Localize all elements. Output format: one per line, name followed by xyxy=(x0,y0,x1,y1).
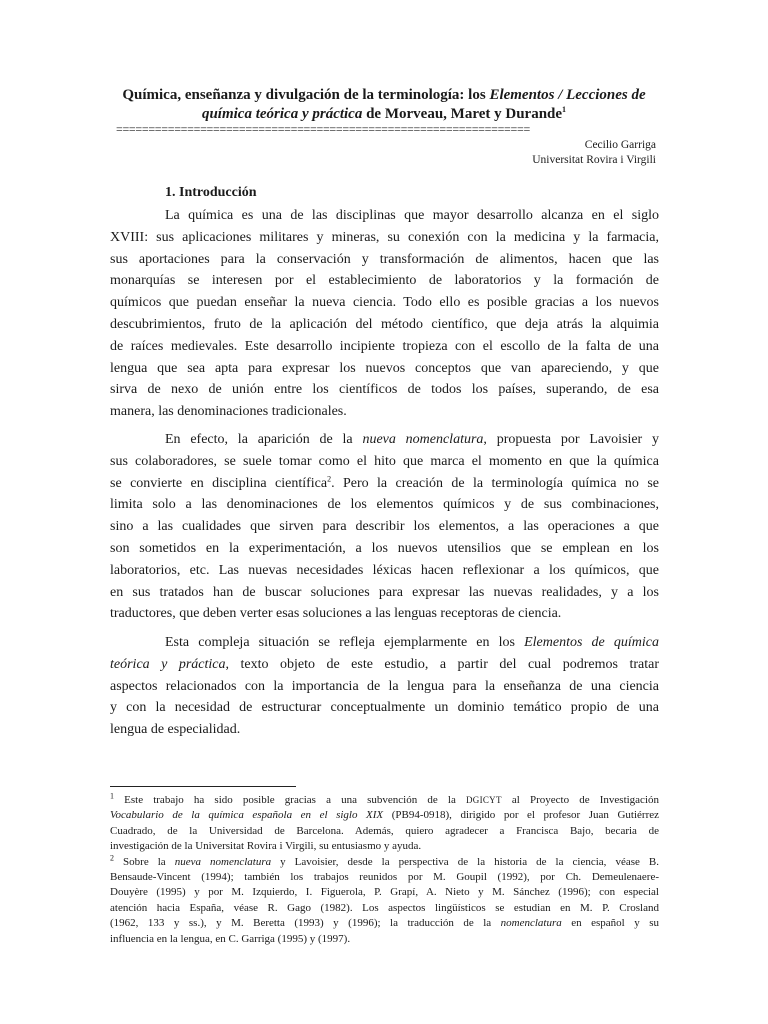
text-line: sirva de nexo de unión entre los científicos de todos los países, superando, de esa xyxy=(110,382,659,398)
footnote-ref[interactable]: 1 xyxy=(562,105,567,114)
text-line: manera, las denominaciones tradicionales. xyxy=(110,404,347,420)
text-line: químicos que puedan enseñar la nueva ciencia. Todo ello es posible gracias a los nuevos xyxy=(110,295,659,311)
author-block xyxy=(440,138,656,168)
footnote-line: Bensaude-Vincent (1994); también los trabajos reunidos por M. Goupil (1992), por Ch. Demeulenaere- xyxy=(110,870,659,883)
text-line: aspectos relacionados con la importancia de la lengua para la enseñanza de una ciencia xyxy=(110,678,659,694)
text-line: se convierte en disciplina científica$^2$. Pero la creación de la terminología química no se xyxy=(110,473,659,491)
title-rule: ================================================================ xyxy=(116,124,530,134)
footnote-number: 1 xyxy=(110,791,114,801)
text-line: sus colaboradores, se suele tomar como el hito que marca el momento en que la química xyxy=(110,453,659,469)
paragraph-2 xyxy=(110,429,659,625)
text-line: lengua que sea apta para expresar los nuevos conceptos que van apareciendo, y que xyxy=(110,360,659,376)
text-line: en sus tratados han de buscar soluciones para expresar las nuevas realidades, y a los xyxy=(110,584,659,600)
footnote-line: influencia en la lengua, en C. Garriga (1995) y (1997). xyxy=(110,932,351,945)
author-affiliation: Universitat Rovira i Virgili xyxy=(532,154,656,166)
text-line: traductores, que deben verter esas soluciones a las lenguas receptoras de ciencia. xyxy=(110,606,562,622)
text-line: de raíces medievales. Este desarrollo incipiente tropieza con el escollo de la falta de una xyxy=(110,338,659,354)
footnote-line: Cuadrado, de la Universidad de Barcelona. Además, quiero agradecer a Francisca Bajo, becaria de xyxy=(110,824,659,837)
text-line: laboratorios, etc. Las nuevas necesidades léxicas hacen reflexionar a los químicos, que xyxy=(110,562,659,578)
footnote-separator xyxy=(110,786,296,787)
footnote-line: atención hacia España, véase R. Gago (1982). Los aspectos lingüísticos se estudian en M. P. Crosland xyxy=(110,901,659,914)
text-line: descubrimientos, fruto de la aplicación del método científico, que deja atrás la alquimia xyxy=(110,316,659,332)
footnote-line: investigación de la Universitat Rovira i Virgili, su entusiasmo y ayuda. xyxy=(110,840,422,853)
footnote-ref[interactable]: 2 xyxy=(327,473,332,483)
page-title: Química, enseñanza y divulgación de la terminología: los Elementos / Lecciones de química teórica y práctica de Morveau, Maret y Durande$^1$ xyxy=(122,87,646,122)
text-line: teórica y práctica, texto objeto de este estudio, a partir del cual podremos tratar xyxy=(110,656,660,672)
footnote-line: Vocabulario de la química española en el siglo XIX (PB94-0918), dirigido por el profesor Juan Gutiérrez xyxy=(110,809,659,822)
text-line: monarquías se interesen por el establecimiento de laboratorios y la formación de xyxy=(110,273,659,289)
text-line: limita solo a las denominaciones de los elementos químicos y de sus combinaciones, xyxy=(110,497,659,513)
footnotes xyxy=(110,793,659,947)
text-line: y con la necesidad de estructurar conceptualmente un dominio temático propio de una xyxy=(110,700,659,716)
text-line: La química es una de las disciplinas que mayor desarrollo alcanza en el siglo xyxy=(165,208,659,223)
text-line: sus aportaciones para la conservación y transformación de alimentos, hacen que las xyxy=(110,251,659,267)
text-line: Esta compleja situación se refleja ejemplarmente en los Elementos de química xyxy=(165,635,659,650)
title-italic: Elementos / Lecciones de xyxy=(489,87,646,103)
paragraph-3 xyxy=(110,632,659,741)
section-heading: 1. Introducción xyxy=(165,185,257,200)
footnote-1: $^1$ Este trabajo ha sido posible gracias a una subvención de la DGICYT al Proyecto de Investigación xyxy=(110,791,659,806)
text-line: lengua de especialidad. xyxy=(110,722,241,738)
footnote-line: Douyère (1995) y por M. Izquierdo, I. Figuerola, P. Grapí, A. Nieto y M. Sánchez (1996); con especial xyxy=(110,886,659,899)
text-line: En efecto, la aparición de la nueva nomenclatura, propuesta por Lavoisier y xyxy=(165,432,660,447)
text-line: sino a las cualidades que sirven para describir los elementos, a las operaciones a que xyxy=(110,519,659,535)
title-italic: química teórica y práctica xyxy=(201,106,363,122)
text-line: XVIII: sus aplicaciones militares y mineras, su conexión con la medicina y la farmacia, xyxy=(110,229,659,245)
footnote-line: (1962, 133 y ss.), y M. Beretta (1993) y (1996); la traducción de la nomenclatura en español y su xyxy=(110,917,660,930)
footnote-2: $^2$ Sobre la nueva nomenclatura y Lavoisier, desde la perspectiva de la historia de la ciencia, véase B. xyxy=(110,852,659,868)
text-line: son sometidos en la experimentación, a los nuevos utensilios que se emplean en los xyxy=(110,540,659,556)
author-name: Cecilio Garriga xyxy=(584,139,656,151)
footnote-number: 2 xyxy=(110,852,114,862)
paragraph-1 xyxy=(110,205,659,423)
